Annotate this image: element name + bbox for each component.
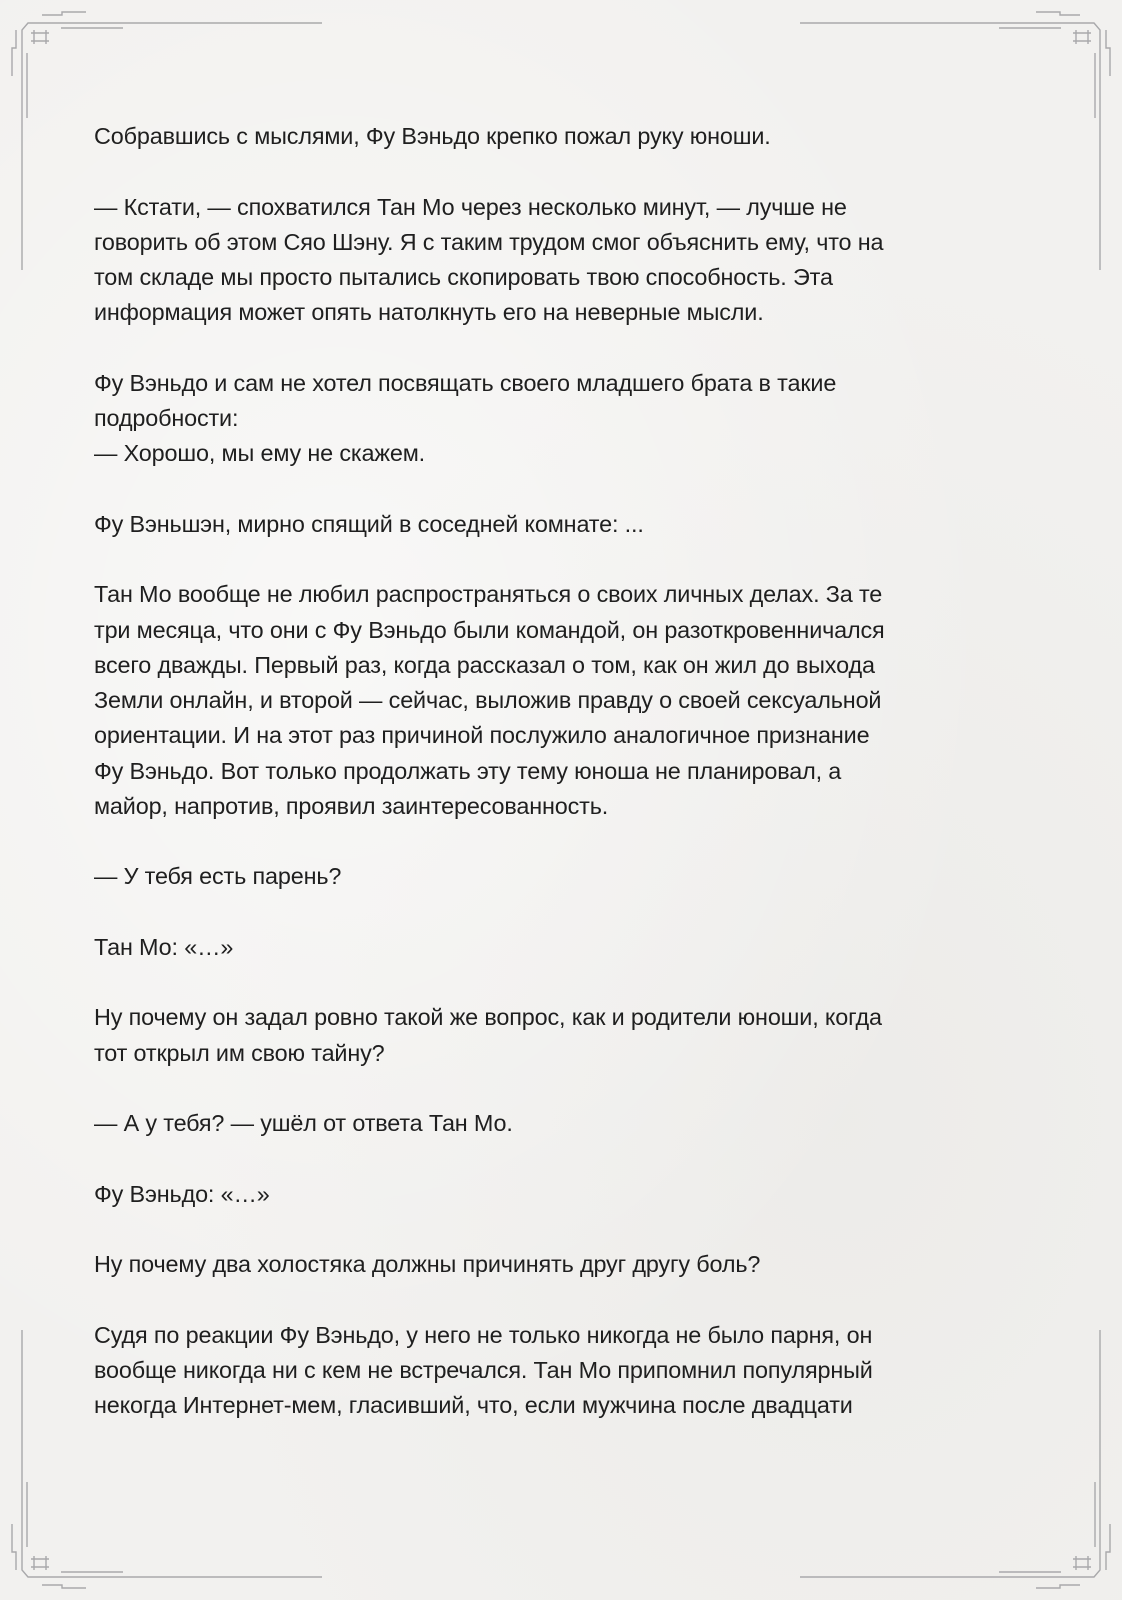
paragraph xyxy=(94,1000,1024,1071)
text-line: — А у тебя? — ушёл от ответа Тан Мо. xyxy=(94,1110,513,1136)
paragraph-gap xyxy=(94,965,1024,1000)
paragraph xyxy=(94,366,1024,472)
paragraph-gap xyxy=(94,1071,1024,1106)
text-line: Собравшись с мыслями, Фу Вэньдо крепко пожал руку юноши. xyxy=(94,123,771,149)
document-body xyxy=(94,119,1024,1423)
paragraph xyxy=(94,930,1024,965)
paragraph xyxy=(94,859,1024,894)
paragraph xyxy=(94,119,1024,154)
text-line: Фу Вэньшэн, мирно спящий в соседней комнате: ... xyxy=(94,510,644,537)
text-line: — Хорошо, мы ему не скажем. xyxy=(94,440,426,467)
paragraph-gap xyxy=(94,1282,1024,1317)
text-line: майор, напротив, проявил заинтересованность. xyxy=(94,792,609,819)
paragraph xyxy=(94,1318,1024,1424)
paragraph-gap xyxy=(94,1212,1024,1247)
paragraph-gap xyxy=(94,472,1024,507)
paragraph-gap xyxy=(94,542,1024,577)
paragraph-gap xyxy=(94,824,1024,859)
text-line: Земли онлайн, и второй — сейчас, выложив правду о своей сексуальной xyxy=(94,687,882,713)
text-line: всего дважды. Первый раз, когда рассказал о том, как он жил до выхода xyxy=(94,651,875,678)
text-line: Тан Мо: «…» xyxy=(94,933,234,960)
text-line: — Кстати, — спохватился Тан Мо через несколько минут, — лучше не xyxy=(94,193,847,220)
paragraph-gap xyxy=(94,154,1024,189)
text-line: Фу Вэньдо. Вот только продолжать эту тему юноша не планировал, а xyxy=(94,757,842,784)
paragraph xyxy=(94,1177,1024,1212)
text-line: подробности: xyxy=(94,405,239,431)
paragraph xyxy=(94,507,1024,542)
paragraph-gap xyxy=(94,331,1024,366)
text-line: тот открыл им свою тайну? xyxy=(94,1039,385,1066)
paragraph xyxy=(94,1106,1024,1141)
paragraph xyxy=(94,577,1024,824)
text-line: — У тебя есть парень? xyxy=(94,863,342,890)
text-line: Фу Вэньдо: «…» xyxy=(94,1180,270,1207)
text-line: Ну почему два холостяка должны причинять друг другу боль? xyxy=(94,1251,761,1277)
paragraph xyxy=(94,190,1024,331)
text-line: говорить об этом Сяо Шэну. Я с таким трудом смог объяснить ему, что на xyxy=(94,228,884,255)
text-line: информация может опять натолкнуть его на неверные мысли. xyxy=(94,299,764,326)
text-line: вообще никогда ни с кем не встречался. Тан Мо припомнил популярный xyxy=(94,1356,873,1383)
text-line: три месяца, что они с Фу Вэньдо были командой, он разоткровенничался xyxy=(94,616,885,643)
text-line: Судя по реакции Фу Вэньдо, у него не только никогда не было парня, он xyxy=(94,1321,873,1348)
text-line: некогда Интернет-мем, гласивший, что, если мужчина после двадцати xyxy=(94,1392,853,1418)
text-line: том складе мы просто пытались скопировать твою способность. Эта xyxy=(94,264,833,290)
text-line: ориентации. И на этот раз причиной послужило аналогичное признание xyxy=(94,722,870,749)
text-line: Тан Мо вообще не любил распространяться о своих личных делах. За те xyxy=(94,581,883,608)
paragraph xyxy=(94,1247,1024,1282)
text-line: Ну почему он задал ровно такой же вопрос, как и родители юноши, когда xyxy=(94,1004,882,1031)
paragraph-gap xyxy=(94,895,1024,930)
paragraph-gap xyxy=(94,1141,1024,1176)
text-line: Фу Вэньдо и сам не хотел посвящать своего младшего брата в такие xyxy=(94,369,837,396)
